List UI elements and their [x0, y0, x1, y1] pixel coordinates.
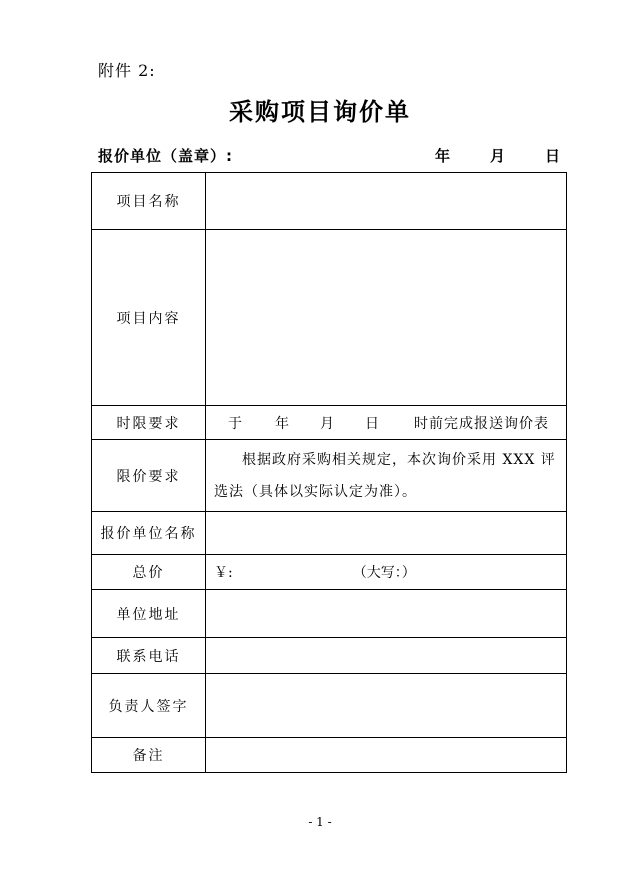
deadline-year: 年 [275, 415, 290, 432]
deadline-month: 月 [320, 415, 335, 432]
address-label: 单位地址 [92, 590, 206, 638]
attachment-label: 附件 2: [98, 61, 156, 80]
price-limit-field [206, 440, 567, 512]
signature-field[interactable] [206, 674, 567, 738]
row-project-name [92, 173, 567, 230]
row-price-limit [92, 440, 567, 512]
project-name-field[interactable] [206, 173, 567, 230]
signature-label: 负责人签字 [92, 674, 206, 738]
project-content-field[interactable] [206, 230, 567, 406]
row-project-content [92, 230, 567, 406]
row-total-price [92, 555, 567, 590]
total-price-label: 总价 [92, 555, 206, 590]
quote-unit-label: 报价单位（盖章）: [98, 147, 233, 165]
row-address [92, 590, 567, 638]
address-field[interactable] [206, 590, 567, 638]
page-number: - 1 - [308, 815, 332, 829]
date-line [435, 145, 560, 166]
phone-label: 联系电话 [92, 638, 206, 674]
project-content-label: 项目内容 [92, 230, 206, 406]
remarks-field[interactable] [206, 738, 567, 773]
row-deadline [92, 406, 567, 440]
deadline-label: 时限要求 [92, 406, 206, 440]
deadline-day: 日 [365, 415, 380, 432]
deadline-suffix: 时前完成报送询价表 [414, 415, 549, 432]
page-title: 采购项目询价单 [229, 97, 411, 126]
price-limit-label: 限价要求 [92, 440, 206, 512]
quoter-name-label: 报价单位名称 [92, 512, 206, 555]
deadline-prefix: 于 [228, 415, 243, 432]
row-remarks [92, 738, 567, 773]
project-name-label: 项目名称 [92, 173, 206, 230]
date-month: 月 [489, 147, 505, 165]
row-signature [92, 674, 567, 738]
date-year: 年 [434, 147, 450, 165]
row-phone [92, 638, 567, 674]
quoter-name-field[interactable] [206, 512, 567, 555]
total-price-uppercase: （大写：） [352, 565, 416, 581]
remarks-label: 备注 [92, 738, 206, 773]
total-price-field[interactable] [206, 555, 567, 590]
inquiry-form-table [91, 172, 567, 773]
deadline-field[interactable] [206, 406, 567, 440]
total-price-currency: ￥: [214, 565, 233, 581]
price-limit-text: 根据政府采购相关规定，本次询价采用 XXX 评选法（具体以实际认定为准）。 [214, 451, 556, 500]
date-day: 日 [544, 147, 560, 165]
phone-field[interactable] [206, 638, 567, 674]
row-quoter-name [92, 512, 567, 555]
